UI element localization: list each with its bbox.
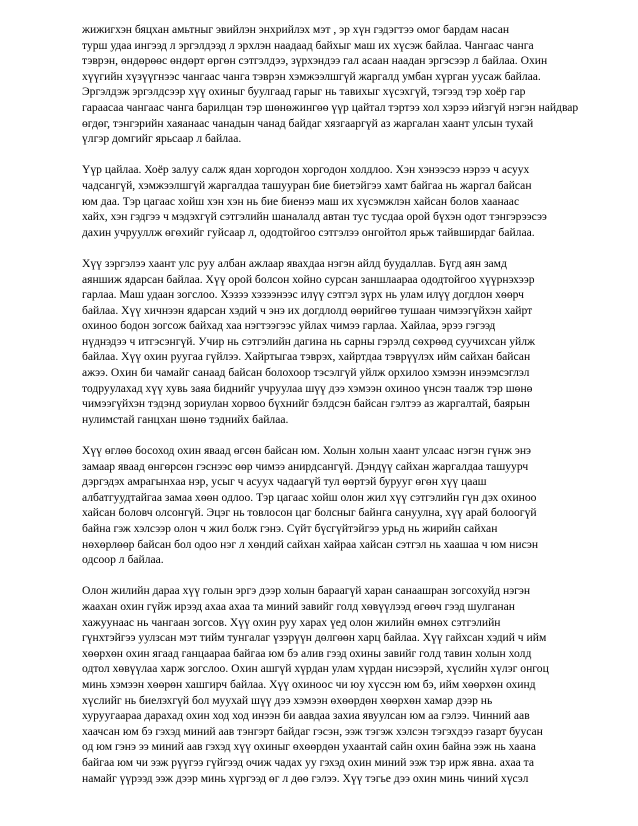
text-line: жаахан охин гүйж ирээд ахаа ахаа та миний завийг голд хөвүүлээд өгөөч гээд шулганан: [82, 599, 515, 613]
paragraph-5: [82, 583, 598, 786]
text-line: Хүү өглөө босоход охин яваад өгсөн байсан юм. Холын холын хаант улсаас нэгэн гүнж энэ: [82, 444, 532, 458]
text-line: тэврэн, өндөрөөс өндөрт өргөн сэтгэлдээ, зүрхэндээ гал асаан наадан эргэсээр л байлаа. Охин: [82, 54, 548, 68]
text-line: гарлаа. Маш удаан зогслоо. Хэзээ хэзээнээс илүү сэтгэл зүрх нь улам илүү догдлон хөөрч: [82, 288, 524, 302]
text-line: намайг үүрээд ээж дээр минь хүргээд өг л дөө гэлээ. Хүү тэгье дээ охин минь чиний хүсэл: [82, 771, 529, 785]
text-line: байна гэж хэлсээр олон ч жил болж гэнэ. Сүйт бүсгүйтэйгээ урьд нь жирийн сайхан: [82, 522, 498, 535]
text-line: одсоор л байлаа.: [82, 553, 164, 567]
text-line: хүслийг нь биелэхгүй бол муухай шүү дээ хэмээн өхөөрдөн хөөрхөн хамар дээр нь: [82, 693, 493, 707]
text-line: байлаа. Хүү охин руугаа гүйлээ. Хайртыгаа тэврэх, хайртдаа тэврүүлэх ийм сайхан байсан: [82, 350, 531, 364]
text-line: дахин учрууллж өгөхийг гуйсаар л, ододтойгоо сэтгэлээ онгойтол ярьж тайвширдаг байлаа.: [82, 225, 535, 239]
text-line: Хүү зэргэлээ хаант улс руу албан ажлаар явахдаа нэгэн айлд буудаллав. Бүгд аян замд: [82, 256, 507, 270]
text-line: турш удаа ингээд л эргэлдээд л эрхлэн наадаад байхыг маш их хүсэж байлаа. Чангаас чанга: [82, 38, 534, 52]
paragraph-1: [82, 22, 598, 147]
text-line: байлаа. Хүү хичнээн ядарсан хэдий ч энэ их догдлолд өөрийгөө тушаан чимээгүйхэн хайрт: [82, 303, 533, 317]
text-line: чимээгүйхэн тэдэнд зориулан хорвоо бүхнийг бэлдсэн байсан гэлтээ аз жаргалтай, баярын: [82, 397, 530, 411]
text-line: чадсангүй, хэмжээлшгүй жаргалдаа ташууран бие биетэйгээ хамт байгаа нь жаргал байсан: [82, 178, 532, 192]
text-line: юм даа. Тэр цагаас хойш хэн хэн нь бие биенээ маш их хүсэмжлэн хайсан болов хаанаас: [82, 194, 520, 208]
text-line: Олон жилийн дараа хүү голын эргэ дээр холын бараагүй харан санаашран зогсохуйд нэгэн: [82, 584, 531, 598]
text-line: од юм гэнэ ээ миний аав гэхэд хүү охиныг өхөөрдөн ухаантай сайн охин байна ээж нь хаана: [82, 740, 536, 754]
text-line: нөхөрлөөр байсан бол одоо нэг л хөндий сайхан хайраа хайсан сэтгэл нь хаашаа ч юм нисэн: [82, 537, 539, 551]
text-line: одтол хөвүүлаа харж зогслоо. Охин ашгүй хүрдан улам хүрдан нисээрэй, хүслийн хүлэг онгоц: [82, 662, 549, 676]
text-line: хаачсан юм бэ гэхэд миний аав тэнгэрт байдаг гэсэн, ээж тэгэж хэлсэн тэгэхдээ газарт буусан: [82, 724, 543, 738]
text-line: гүнхтэйгээ уулзсан мэт тийм тунгалаг үзэрүүн дөлгөөн харц байлаа. Хүү гайхсан хэдий ч ийм: [82, 631, 547, 645]
text-line: Үүр цайлаа. Хоёр залуу салж ядан хоргодон хоргодон холдлоо. Хэн хэнээсээ нэрээ ч асуух: [82, 163, 530, 177]
text-line: байгаа юм чи ээж рүүгээ гүйгээд очиж чадах уу гэхэд охин миний ээж тэр ирж явна. ахаа та: [82, 755, 535, 769]
text-line: минь хэмээн хөөрөн хашгирч байлаа. Хүү охиноос чи юу хүссэн юм бэ, ийм хөөрхөн охинд: [82, 677, 536, 691]
text-line: хажуунаас нь чангаан зогсов. Хүү охин руу харах үед олон жилийн өмнөх сэтгэлийн: [82, 615, 501, 629]
text-line: үлгэр домгийг ярьсаар л байлаа.: [82, 132, 242, 146]
text-line: өгдөг, тэнгэрийн хаяанаас чанадын чанад байдаг хязгааргүй аз жаргалан хаант улсын тухай: [82, 116, 534, 130]
text-line: хайх, хэн гэдгээ ч мэдэхгүй сэтгэлийн шаналалд автан тус тусдаа орой бүхэн одот тэнгэрээсээ: [82, 210, 547, 224]
text-line: тодруулахад хүү хувь заяа биднийг учруулаа шүү дээ хэмээн охиноо үнсэн таалж тэр шөнө: [82, 381, 533, 395]
text-line: дэргэдэх амрагынхаа нэр, усыг ч асуух чадаагүй тул өөртэй бурууг өгөн хүү цааш: [82, 475, 487, 489]
text-line: охиноо бодон зогсож байхад хаа нэгтээгээс уйлах чимээ гарлаа. Хайлаа, эрээ гэгээд: [82, 319, 496, 333]
text-line: хуруугаараа дарахад охин ход ход инээн би аавдаа захиа явуулсан юм аа гэлээ. Чинний аав: [82, 709, 530, 723]
text-line: нүднэдээ ч итгэсэнгүй. Учир нь сэтгэлийн дагина нь сарны гэрэлд сөхрөөд суучихсан уйлж: [82, 334, 536, 348]
paragraph-3: [82, 256, 598, 428]
text-line: хүүгийн хүзүүгнээс чангаас чанга тэврэн хэмжээлшгүй жаргалд умбан хүрган уусаж байлаа.: [82, 69, 541, 83]
text-line: нулимстай ганцхан шөнө тэднийх байлаа.: [82, 412, 289, 426]
text-line: жижигхэн бяцхан амьтныг эвийлэн энхрийлэх мэт , эр хүн гэдэгтээ омог бардам насан: [82, 23, 510, 36]
paragraph-2: [82, 162, 598, 240]
text-line: гараасаа чангаас чанга барилцан тэр шөнөжингөө үүр цайтал тэртээ хол хэрээ ийзгүй нэгэн найдвар: [82, 100, 579, 114]
text-line: аяншиж ядарсан байлаа. Хүү орой болсон хойно сурсан заншлаараа ододтойгоо хүүрнэхээр: [82, 272, 535, 286]
paragraph-4: [82, 443, 598, 568]
text-line: замаар яваад өнгөрсөн гэснээс өөр чимээ анирдсангүй. Дэндүү сайхан жаргалдаа ташуурч: [82, 459, 529, 473]
text-line: хайсан боловч олсонгүй. Эцэг нь товлосон цаг болсныг байнга сануулна, хүү арай болоогүй: [82, 506, 537, 520]
text-line: Эргэлдэж эргэлдсээр хүү охиныг буулгаад гарыг нь тавихыг хүсэхгүй, тэгээд тэр хоёр гар: [82, 85, 526, 99]
text-line: ажээ. Охин би чамайг санаад байсан болохоор тэсэлгүй уйлж орхилоо хэмээн инээмсэглэл: [82, 366, 530, 380]
text-line: хөөрхөн охин ягаад ганцаараа байгаа юм бэ алив гээд охины завийг голд тавин холын холд: [82, 646, 532, 660]
text-line: албатгуудтайгаа замаа хөөн одлоо. Тэр цагаас хойш олон жил хүү сэтгэлийн гүн дэх охиноо: [82, 490, 537, 504]
